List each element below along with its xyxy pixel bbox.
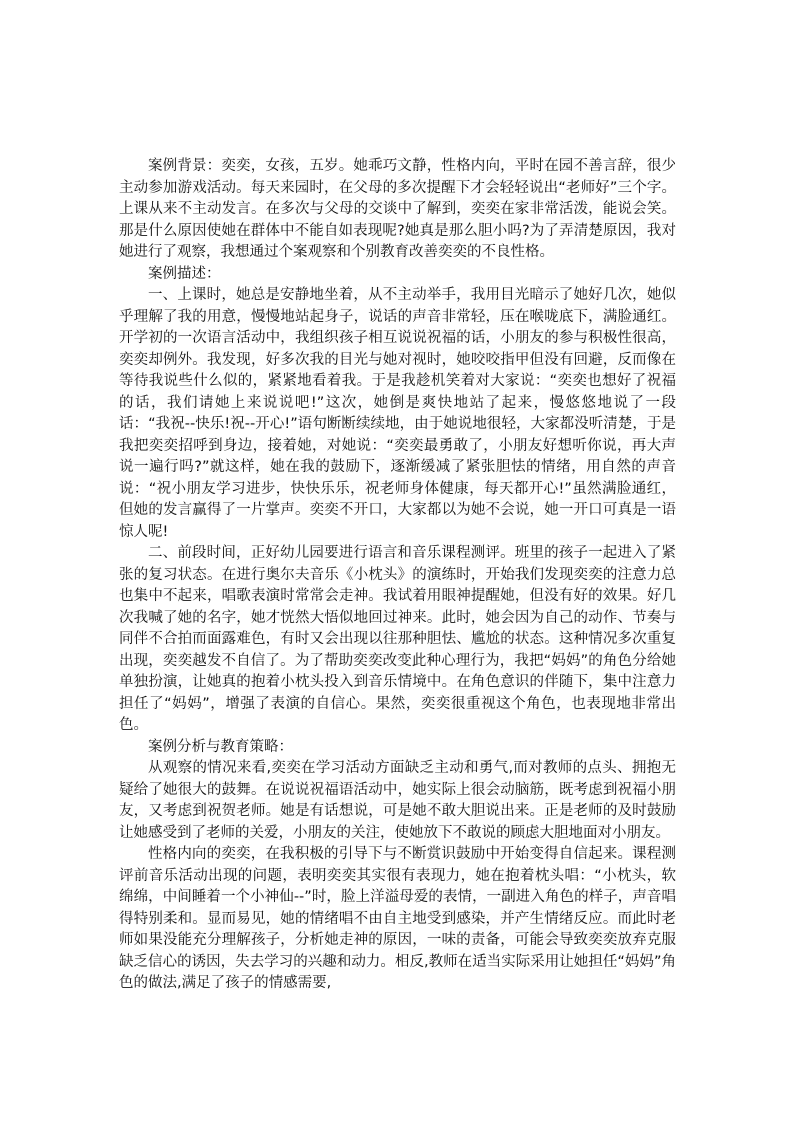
paragraph-analysis-one: 从观察的情况来看,奕奕在学习活动方面缺乏主动和勇气,而对教师的点头、拥抱无疑给了她很大的鼓舞。在说说祝福语活动中，她实际上很会动脑筋，既考虑到祝福小朋友，又考虑到祝贺老师。她是有话想说，可是她不敢大胆说出来。正是老师的及时鼓励让她感受到了老师的关爱，小朋友的关注，使她放下不敢说的顾虑大胆地面对小朋友。 <box>119 760 676 841</box>
heading-analysis-strategy: 案例分析与教育策略： <box>148 738 293 755</box>
paragraph-case-two: 二、前段时间，正好幼儿园要进行语言和音乐课程测评。班里的孩子一起进入了紧张的复习状态。在进行奥尔夫音乐《小枕头》的演练时，开始我们发现奕奕的注意力总也集中不起来，唱歌表演时常常会走神。我试着用眼神提醒她，但没有好的效果。好几次我喊了她的名字，她才恍然大悟似地回过神来。此时，她会因为自己的动作、节奏与同伴不合拍而面露难色，有时又会出现以往那种胆怯、尴尬的状态。这种情况多次重复出现，奕奕越发不自信了。为了帮助奕奕改变此种心理行为，我把“妈妈”的角色分给她单独扮演，让她真的抱着小枕头投入到音乐情境中。在角色意识的伴随下，集中注意力担任了“妈妈”，增强了表演的自信心。果然，奕奕很重视这个角色，也表现地非常出色。 <box>119 545 676 733</box>
paragraph-case-one: 一、上课时，她总是安静地坐着，从不主动举手，我用目光暗示了她好几次，她似乎理解了我的用意，慢慢地站起身子，说话的声音非常轻，压在喉咙底下，满脸通红。开学初的一次语言活动中，我组织孩子相互说说祝福的话，小朋友的参与积极性很高，奕奕却例外。我发现，好多次我的目光与她对视时，她咬咬指甲但没有回避，反而像在等待我说些什么似的，紧紧地看着我。于是我趁机笑着对大家说：“奕奕也想好了祝福的话，我们请她上来说说吧!”这次，她倒是爽快地站了起来，慢悠悠地说了一段话：“我祝--快乐!祝--开心!”语句断断续续地，由于她说地很轻，大家都没听清楚，于是我把奕奕招呼到身边，接着她，对她说：“奕奕最勇敢了，小朋友好想听你说，再大声说一遍行吗?”就这样，她在我的鼓励下，逐渐缓减了紧张胆怯的情绪，用自然的声音说：“祝小朋友学习进步，快快乐乐，祝老师身体健康，每天都开心!”虽然满脸通红，但她的发言赢得了一片掌声。奕奕不开口，大家都以为她不会说，她一开口可真是一语惊人呢! <box>119 287 676 540</box>
heading-case-description: 案例描述： <box>148 265 221 282</box>
paragraph-background: 案例背景：奕奕，女孩，五岁。她乖巧文静，性格内向，平时在园不善言辞，很少主动参加游戏活动。每天来园时，在父母的多次提醒下才会轻轻说出“老师好”三个字。上课从来不主动发言。在多次与父母的交谈中了解到，奕奕在家非常活泼，能说会笑。那是什么原因使她在群体中不能自如表现呢?她真是那么胆小吗?为了弄清楚原因，我对她进行了观察，我想通过个案观察和个别教育改善奕奕的不良性格。 <box>119 158 676 260</box>
paragraph-analysis-two: 性格内向的奕奕，在我积极的引导下与不断赏识鼓励中开始变得自信起来。课程测评前音乐活动出现的问题，表明奕奕其实很有表现力，她在抱着枕头唱：“小枕头，软绵绵，中间睡着一个小神仙--”时，脸上洋溢母爱的表情，一副进入角色的样子，声音唱得特别柔和。显而易见，她的情绪唱不由自主地受到感染，并产生情绪反应。而此时老师如果没能充分理解孩子，分析她走神的原因，一味的责备，可能会导致奕奕放弃克服缺乏信心的诱因，失去学习的兴趣和动力。相反,教师在适当实际采用让她担任“妈妈”角色的做法,满足了孩子的情感需要, <box>119 846 676 991</box>
document-page <box>119 156 676 995</box>
